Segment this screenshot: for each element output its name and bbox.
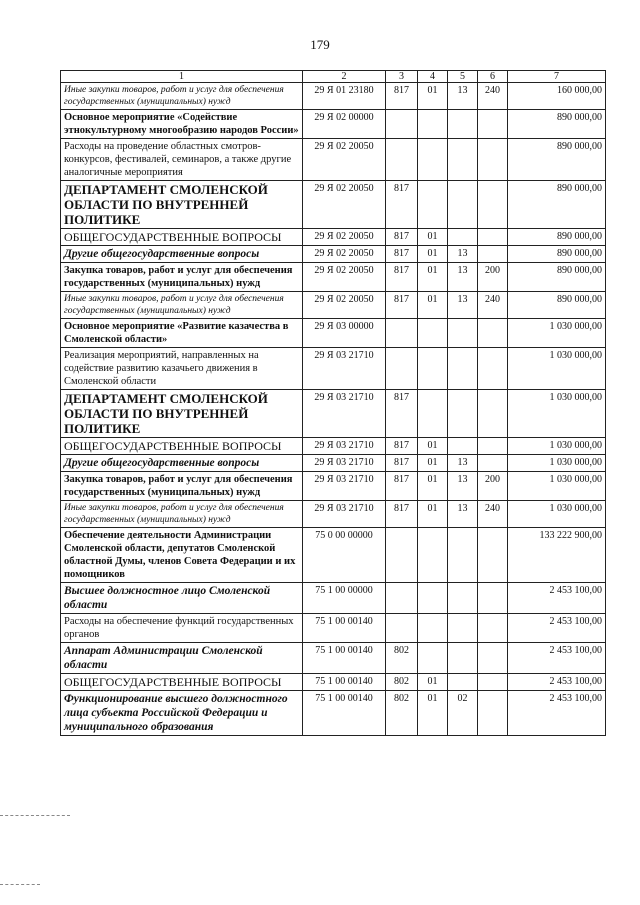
cell-csr: 29 Я 03 21710 — [303, 472, 386, 501]
cell-sum: 2 453 100,00 — [508, 614, 606, 643]
cell-csr: 29 Я 01 23180 — [303, 83, 386, 110]
cell-vr — [478, 528, 508, 583]
table-row — [61, 438, 606, 455]
cell-sum: 1 030 000,00 — [508, 438, 606, 455]
cell-grbs: 817 — [386, 455, 418, 472]
cell-name: ОБЩЕГОСУДАРСТВЕННЫЕ ВОПРОСЫ — [61, 229, 303, 246]
cell-pr: 13 — [448, 292, 478, 319]
cell-pr — [448, 643, 478, 674]
cell-sum: 890 000,00 — [508, 263, 606, 292]
cell-vr: 200 — [478, 263, 508, 292]
table-row — [61, 319, 606, 348]
table-row — [61, 292, 606, 319]
cell-name: Иные закупки товаров, работ и услуг для обеспечения государственных (муниципальных) нужд — [61, 292, 303, 319]
cell-name: Расходы на обеспечение функций государственных органов — [61, 614, 303, 643]
cell-pr: 02 — [448, 691, 478, 736]
cell-pr — [448, 139, 478, 181]
cell-rz — [418, 181, 448, 229]
cell-vr — [478, 455, 508, 472]
cell-grbs — [386, 528, 418, 583]
cell-pr — [448, 181, 478, 229]
page-number: 179 — [310, 37, 330, 52]
cell-csr: 29 Я 03 21710 — [303, 438, 386, 455]
cell-grbs: 817 — [386, 501, 418, 528]
cell-csr: 29 Я 02 20050 — [303, 139, 386, 181]
cell-pr — [448, 438, 478, 455]
cell-sum: 133 222 900,00 — [508, 528, 606, 583]
cell-sum: 2 453 100,00 — [508, 674, 606, 691]
cell-grbs: 817 — [386, 246, 418, 263]
table-row — [61, 246, 606, 263]
cell-sum: 890 000,00 — [508, 246, 606, 263]
cell-grbs — [386, 348, 418, 390]
cell-vr — [478, 319, 508, 348]
table-row — [61, 614, 606, 643]
cell-rz: 01 — [418, 472, 448, 501]
cell-grbs: 802 — [386, 643, 418, 674]
scan-artifact-line — [0, 884, 40, 885]
cell-grbs: 817 — [386, 263, 418, 292]
cell-csr: 29 Я 02 20050 — [303, 292, 386, 319]
cell-name: Основное мероприятие «Развитие казачества в Смоленской области» — [61, 319, 303, 348]
cell-csr: 75 1 00 00140 — [303, 674, 386, 691]
cell-pr — [448, 110, 478, 139]
cell-vr — [478, 229, 508, 246]
cell-pr — [448, 348, 478, 390]
cell-pr: 13 — [448, 83, 478, 110]
cell-vr — [478, 181, 508, 229]
cell-grbs — [386, 319, 418, 348]
cell-rz: 01 — [418, 246, 448, 263]
cell-name: ОБЩЕГОСУДАРСТВЕННЫЕ ВОПРОСЫ — [61, 674, 303, 691]
cell-name: Обеспечение деятельности Администрации Смоленской области, депутатов Смоленской областной Думы, членов Совета Федерации и их помощников — [61, 528, 303, 583]
cell-name: ДЕПАРТАМЕНТ СМОЛЕНСКОЙ ОБЛАСТИ ПО ВНУТРЕННЕЙ ПОЛИТИКЕ — [61, 390, 303, 438]
cell-name: Иные закупки товаров, работ и услуг для обеспечения государственных (муниципальных) нужд — [61, 83, 303, 110]
cell-grbs: 817 — [386, 181, 418, 229]
cell-vr — [478, 438, 508, 455]
cell-sum: 2 453 100,00 — [508, 583, 606, 614]
cell-rz — [418, 319, 448, 348]
cell-vr: 240 — [478, 292, 508, 319]
cell-grbs: 817 — [386, 438, 418, 455]
cell-csr: 75 1 00 00140 — [303, 614, 386, 643]
cell-vr — [478, 614, 508, 643]
cell-csr: 29 Я 03 21710 — [303, 348, 386, 390]
cell-pr — [448, 583, 478, 614]
cell-rz: 01 — [418, 691, 448, 736]
header-cell: 1 — [61, 71, 303, 83]
cell-vr: 240 — [478, 501, 508, 528]
cell-rz: 01 — [418, 263, 448, 292]
cell-sum: 2 453 100,00 — [508, 643, 606, 674]
cell-grbs: 817 — [386, 390, 418, 438]
cell-vr — [478, 691, 508, 736]
cell-sum: 1 030 000,00 — [508, 455, 606, 472]
cell-pr — [448, 528, 478, 583]
cell-rz: 01 — [418, 455, 448, 472]
cell-pr: 13 — [448, 472, 478, 501]
cell-rz — [418, 583, 448, 614]
cell-pr — [448, 614, 478, 643]
cell-rz: 01 — [418, 674, 448, 691]
cell-vr — [478, 110, 508, 139]
cell-name: Другие общегосударственные вопросы — [61, 246, 303, 263]
table-row — [61, 83, 606, 110]
cell-sum: 890 000,00 — [508, 139, 606, 181]
budget-table — [60, 70, 606, 736]
cell-name: Функционирование высшего должностного лица субъекта Российской Федерации и муниципального образования — [61, 691, 303, 736]
cell-csr: 29 Я 03 21710 — [303, 390, 386, 438]
table-row — [61, 501, 606, 528]
cell-grbs: 817 — [386, 472, 418, 501]
cell-name: Закупка товаров, работ и услуг для обеспечения государственных (муниципальных) нужд — [61, 472, 303, 501]
cell-csr: 29 Я 03 00000 — [303, 319, 386, 348]
cell-name: Основное мероприятие «Содействие этнокультурному многообразию народов России» — [61, 110, 303, 139]
cell-csr: 29 Я 02 20050 — [303, 181, 386, 229]
table-row — [61, 583, 606, 614]
cell-csr: 29 Я 03 21710 — [303, 455, 386, 472]
cell-grbs: 802 — [386, 691, 418, 736]
cell-sum: 890 000,00 — [508, 181, 606, 229]
cell-vr — [478, 348, 508, 390]
table-row — [61, 390, 606, 438]
cell-pr — [448, 390, 478, 438]
cell-name: Закупка товаров, работ и услуг для обеспечения государственных (муниципальных) нужд — [61, 263, 303, 292]
table-row — [61, 139, 606, 181]
cell-csr: 29 Я 03 21710 — [303, 501, 386, 528]
table-row — [61, 691, 606, 736]
cell-grbs: 802 — [386, 674, 418, 691]
table-row — [61, 528, 606, 583]
cell-vr — [478, 390, 508, 438]
cell-grbs — [386, 583, 418, 614]
cell-rz: 01 — [418, 229, 448, 246]
cell-sum: 890 000,00 — [508, 110, 606, 139]
cell-grbs — [386, 614, 418, 643]
cell-rz — [418, 528, 448, 583]
cell-rz — [418, 643, 448, 674]
cell-pr: 13 — [448, 501, 478, 528]
header-cell: 6 — [478, 71, 508, 83]
cell-grbs: 817 — [386, 83, 418, 110]
cell-vr — [478, 246, 508, 263]
cell-csr: 75 1 00 00140 — [303, 643, 386, 674]
cell-rz: 01 — [418, 501, 448, 528]
cell-vr — [478, 583, 508, 614]
cell-sum: 1 030 000,00 — [508, 390, 606, 438]
header-cell: 2 — [303, 71, 386, 83]
cell-pr: 13 — [448, 246, 478, 263]
cell-rz: 01 — [418, 438, 448, 455]
cell-name: Аппарат Администрации Смоленской области — [61, 643, 303, 674]
cell-csr: 75 0 00 00000 — [303, 528, 386, 583]
table-row — [61, 229, 606, 246]
cell-rz: 01 — [418, 83, 448, 110]
cell-rz — [418, 614, 448, 643]
cell-pr — [448, 674, 478, 691]
table-row — [61, 643, 606, 674]
cell-pr: 13 — [448, 455, 478, 472]
header-cell: 5 — [448, 71, 478, 83]
cell-rz — [418, 139, 448, 181]
cell-name: Высшее должностное лицо Смоленской области — [61, 583, 303, 614]
cell-sum: 1 030 000,00 — [508, 472, 606, 501]
cell-csr: 29 Я 02 00000 — [303, 110, 386, 139]
cell-name: Другие общегосударственные вопросы — [61, 455, 303, 472]
cell-rz — [418, 348, 448, 390]
cell-vr — [478, 674, 508, 691]
header-cell: 4 — [418, 71, 448, 83]
header-cell: 3 — [386, 71, 418, 83]
table-row — [61, 348, 606, 390]
cell-pr — [448, 229, 478, 246]
cell-sum: 1 030 000,00 — [508, 319, 606, 348]
cell-name: Реализация мероприятий, направленных на содействие развитию казачьего движения в Смоленской области — [61, 348, 303, 390]
cell-sum: 890 000,00 — [508, 229, 606, 246]
cell-vr — [478, 643, 508, 674]
table-row — [61, 181, 606, 229]
header-cell: 7 — [508, 71, 606, 83]
cell-sum: 1 030 000,00 — [508, 501, 606, 528]
cell-rz — [418, 390, 448, 438]
table-row — [61, 674, 606, 691]
cell-csr: 29 Я 02 20050 — [303, 246, 386, 263]
table-row — [61, 263, 606, 292]
cell-grbs: 817 — [386, 292, 418, 319]
cell-name: Иные закупки товаров, работ и услуг для обеспечения государственных (муниципальных) нужд — [61, 501, 303, 528]
cell-csr: 29 Я 02 20050 — [303, 263, 386, 292]
table-row — [61, 110, 606, 139]
cell-name: Расходы на проведение областных смотров-конкурсов, фестивалей, семинаров, а также другие аналогичные мероприятия — [61, 139, 303, 181]
budget-table-body — [61, 71, 606, 736]
cell-sum: 2 453 100,00 — [508, 691, 606, 736]
cell-sum: 1 030 000,00 — [508, 348, 606, 390]
cell-vr — [478, 139, 508, 181]
cell-name: ОБЩЕГОСУДАРСТВЕННЫЕ ВОПРОСЫ — [61, 438, 303, 455]
cell-rz: 01 — [418, 292, 448, 319]
cell-rz — [418, 110, 448, 139]
cell-pr: 13 — [448, 263, 478, 292]
cell-grbs: 817 — [386, 229, 418, 246]
cell-pr — [448, 319, 478, 348]
cell-grbs — [386, 110, 418, 139]
table-row — [61, 455, 606, 472]
cell-csr: 75 1 00 00140 — [303, 691, 386, 736]
cell-name: ДЕПАРТАМЕНТ СМОЛЕНСКОЙ ОБЛАСТИ ПО ВНУТРЕННЕЙ ПОЛИТИКЕ — [61, 181, 303, 229]
scan-artifact-line — [0, 815, 70, 816]
cell-sum: 160 000,00 — [508, 83, 606, 110]
cell-csr: 29 Я 02 20050 — [303, 229, 386, 246]
table-row — [61, 472, 606, 501]
cell-grbs — [386, 139, 418, 181]
cell-vr: 200 — [478, 472, 508, 501]
cell-vr: 240 — [478, 83, 508, 110]
cell-csr: 75 1 00 00000 — [303, 583, 386, 614]
header-row — [61, 71, 606, 83]
cell-sum: 890 000,00 — [508, 292, 606, 319]
